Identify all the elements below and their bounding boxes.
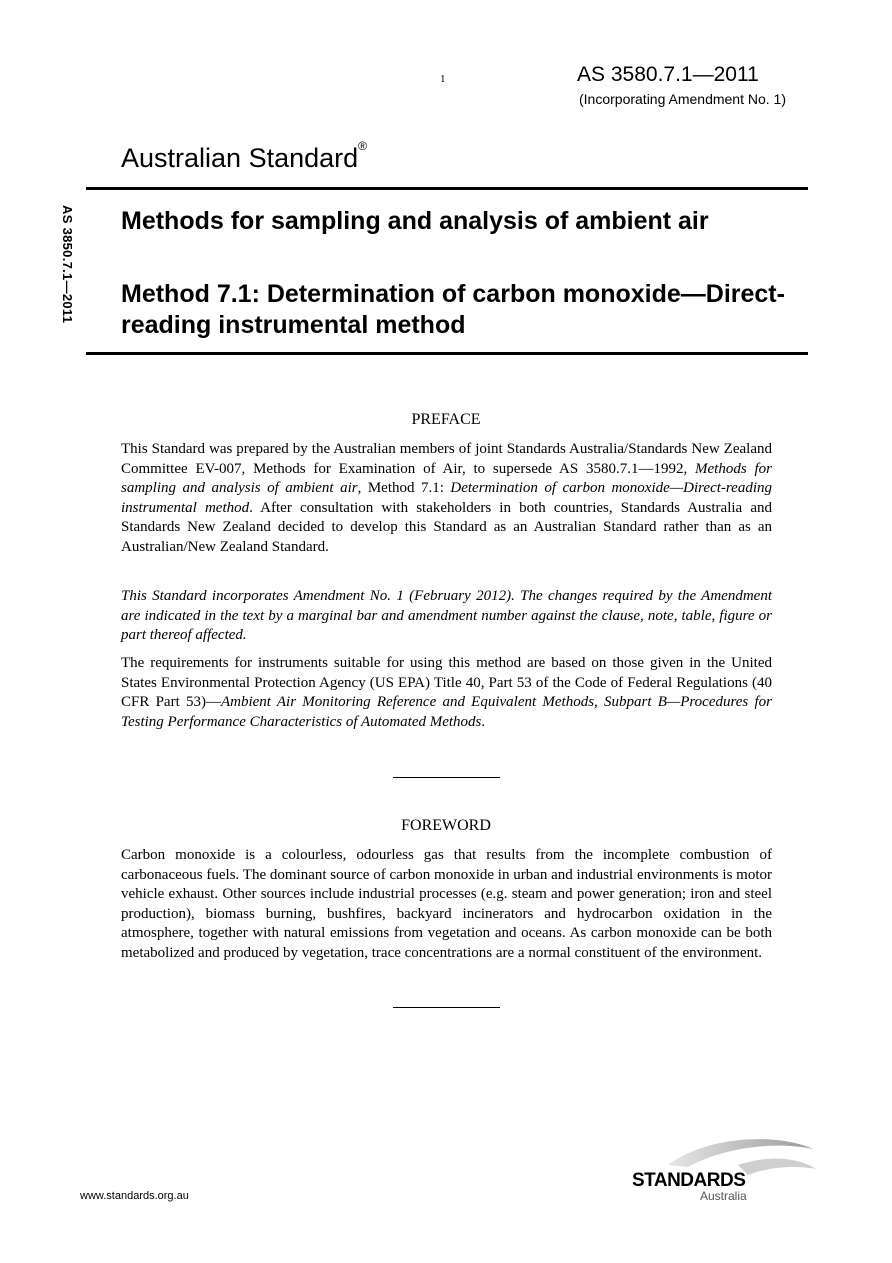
- preface-p1-method-ref: Determination of carbon monoxide—Direct-reading instrumental method: [121, 480, 772, 516]
- standard-designation: AS 3580.7.1—2011: [577, 63, 759, 86]
- preface-heading: PREFACE: [411, 411, 481, 428]
- website-url[interactable]: www.standards.org.au: [80, 1190, 189, 1202]
- preface-p1-title-ref: Methods for sampling and analysis of ambient air: [121, 460, 772, 497]
- preface-paragraph-1: [121, 440, 772, 558]
- section-divider: [393, 777, 500, 778]
- section-divider-end: [393, 1007, 500, 1008]
- foreword-paragraph-1: Carbon monoxide is a colourless, odourless gas that results from the incomplete combustion of carbonaceous fuels. The dominant source of carbon monoxide in urban and industrial environments is motor vehicle exhaust. Other sources include industrial processes (e.g. steam and power generation; iron and steel production), biomass burning, bushfires, backyard incinerators and hydrocarbon oxidation in the atmosphere, together with natural emissions from vegetation and oceans. As carbon monoxide can be both metabolized and produced by vegetation, trace concentrations are a normal constituent of the environment.: [121, 847, 772, 961]
- spine-designation: AS 3850.7.1—2011: [60, 205, 75, 324]
- title-rule-bottom: [86, 352, 808, 355]
- method-title: Method 7.1: Determination of carbon monoxide—Direct-reading instrumental method: [121, 280, 785, 339]
- amendment-note: (Incorporating Amendment No. 1): [579, 91, 786, 107]
- preface-p3-cfr-ref: Ambient Air Monitoring Reference and Equivalent Methods, Subpart B—Procedures for Testing Performance Characteristics of Automated Methods: [121, 694, 772, 730]
- preface-p3-text-a: The requirements for instruments suitable for using this method are based on those given in the United States Environmental Protection Agency (US EPA) Title 40, Part 53 of the Code of Federal Regulations (40 CFR Part 53)—: [121, 655, 772, 711]
- page-number: 1: [440, 73, 446, 85]
- preface-paragraph-2: This Standard incorporates Amendment No. 1 (February 2012). The changes required by the Amendment are indicated in the text by a marginal bar and amendment number against the clause, note, table, figure or part thereof affected.: [121, 588, 772, 644]
- preface-p1-text-e: . After consultation with stakeholders in both countries, Standards Australia and Standards New Zealand decided to develop this Standard as an Australian Standard rather than as an Australian/New Zealand Standard.: [121, 499, 772, 555]
- document-title: Methods for sampling and analysis of ambient air: [121, 207, 709, 235]
- foreword-heading: FOREWORD: [401, 817, 491, 834]
- preface-p1-text-c: , Method 7.1:: [357, 480, 451, 497]
- registered-mark: ®: [358, 139, 367, 153]
- title-rule-top: [86, 187, 808, 190]
- preface-p1-text-a: This Standard was prepared by the Australian members of joint Standards Australia/Standards New Zealand Committee EV-007, Methods for Examination of Air, to supersede AS 3580.7.1—1992,: [121, 441, 772, 477]
- preface-paragraph-3: [121, 654, 772, 732]
- logo-subtext: Australia: [700, 1189, 747, 1203]
- series-label-text: Australian Standard: [121, 143, 359, 173]
- preface-p3-text-c: .: [481, 713, 486, 730]
- logo-wordmark: STANDARDS: [632, 1170, 746, 1191]
- standard-series-label: [121, 139, 367, 174]
